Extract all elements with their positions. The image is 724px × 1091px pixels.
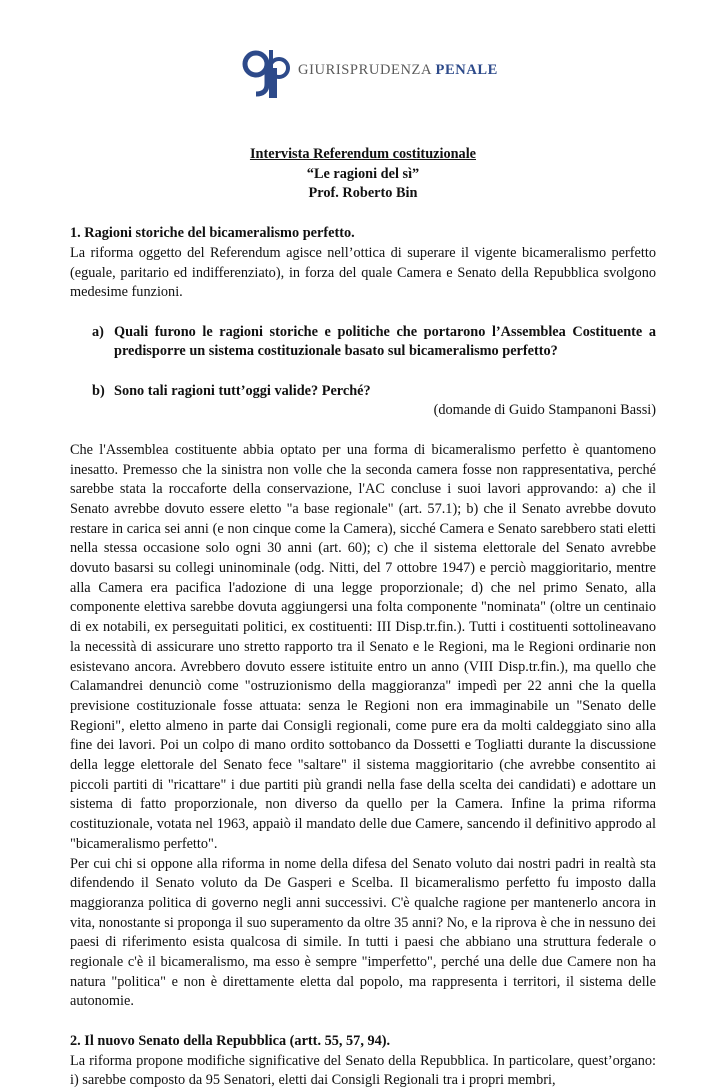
document-subtitle: “Le ragioni del sì”: [306, 165, 420, 182]
question-label: a): [92, 323, 104, 340]
document-body: [70, 145, 656, 1091]
section1-intro: La riforma oggetto del Referendum agisce nell’ottica di superare il vigente bicameralismo perfetto (eguale, paritario ed indifferenziato), in forza del quale Camera e Senato della Repubblica svolgono medesime funzioni.: [70, 244, 656, 301]
logo-name-part2: PENALE: [435, 62, 498, 78]
question-list: [70, 323, 656, 402]
questions-credit: (domande di Guido Stampanoni Bassi): [433, 402, 656, 419]
question-text: Quali furono le ragioni storiche e politiche che portarono l’Assemblea Costituente a predisporre un sistema costituzionale basato sul bicameralismo perfetto?: [114, 323, 656, 360]
gp-monogram-icon: [242, 50, 292, 98]
logo-name-part1: GIURISPRUDENZA: [298, 62, 432, 78]
document-author: Prof. Roberto Bin: [308, 185, 418, 202]
question-item: [70, 382, 656, 402]
section2-intro: La riforma propone modifiche significative del Senato della Repubblica. In particolare, quest’organo: i) sarebbe composto da 95 Senatori, eletti dai Consigli Regionali tra i propri membri,: [70, 1052, 656, 1089]
answer-paragraph: Per cui chi si oppone alla riforma in nome della difesa del Senato voluto dai nostri padri in realtà sta difendendo il Senato voluto da De Gasperi e Scelba. Il bicameralismo perfetto fu imposto dalla maggioranza politica di governo negli anni successivi. C'è qualche ragione per mantenerlo ancora in vita, nonostante si proponga il suo superamento da oltre 35 anni? No, e la riprova è che in nessuno dei paesi di riferimento esista qualcosa di simile. In tutti i paesi che abbiano una struttura federale o regionale c'è il bicameralismo, ma esso è sempre "imperfetto", perché una delle due Camere non ha natura "politica" e non è direttamente eletta dal popolo, ma rappresenta i territori, il sistema delle autonomie.: [70, 855, 656, 1010]
question-label: b): [92, 382, 105, 399]
logo: [242, 50, 502, 98]
question-item: [70, 323, 656, 362]
section2-heading: 2. Il nuovo Senato della Repubblica (artt. 55, 57, 94).: [70, 1032, 391, 1049]
logo-text: [298, 62, 498, 79]
answer-paragraph: Che l'Assemblea costituente abbia optato per una forma di bicameralismo perfetto è quantomeno inesatto. Premesso che la sinistra non volle che la seconda camera fosse non rappresentativa, perché sarebbe stata la roccaforte della conservazione, l'AC concluse i suoi lavori approvando: a) che il Senato avrebbe dovuto essere eletto "a base regionale" (art. 57.1); b) che il Senato avrebbe dovuto restare in carica sei anni (e non cinque come la Camera), sicché Camera e Senato sarebbero stati eletti nella stessa occasione solo ogni 30 anni (art. 60); c) che il sistema elettorale del Senato avrebbe dovuto basarsi su collegi uninominale (odg. Nitti, del 7 ottobre 1947) e perciò maggioritario, mentre alla Camera era pacifica l'adozione di una legge proporzionale; d) che nel primo Senato, alla componente elettiva sarebbe dovuta aggiungersi una folta componente "nominata" (oltre un centinaio di ex notabili, ex perseguitati politici, ex costituenti: III Disp.tr.fin.). Tutti i costituenti sottolineavano la necessità di assicurare uno stretto rapporto tra il Senato e le Regioni, ma le Regioni ordinarie non esistevano ancora. Avrebbero dovuto essere istituite entro un anno (VIII Disp.tr.fin.), ma quello che Calamandrei denunciò come "ostruzionismo della maggioranza" impedì per 22 anni che la quella previsione costituzionale fosse attuata: senza le Regioni non era immaginabile un "Senato delle Regioni", eletto almeno in parte dai Consigli regionali, come pure era da molti caldeggiato sino alla fine dei lavori. Poi un colpo di mano ordito sottobanco da Dossetti e Togliatti durante la discussione della legge elettorale del Senato fece "saltare" il sistema maggioritario (che avrebbe consentito ai piccoli partiti di "ricattare" i due partiti più grandi nella fase della scelta dei candidati) e adottare un sistema di fatto proporzionale, non diverso da quello per la Camera. Infine la prima riforma costituzionale, votata nel 1963, appaiò il mandato delle due Camere, sancendo il definitivo approdo al "bicameralismo perfetto".: [70, 441, 656, 852]
question-text: Sono tali ragioni tutt’oggi valide? Perché?: [114, 382, 371, 399]
document-title: Intervista Referendum costituzionale: [249, 146, 477, 162]
section1-heading: 1. Ragioni storiche del bicameralismo perfetto.: [70, 225, 355, 242]
title-block: [70, 145, 656, 204]
